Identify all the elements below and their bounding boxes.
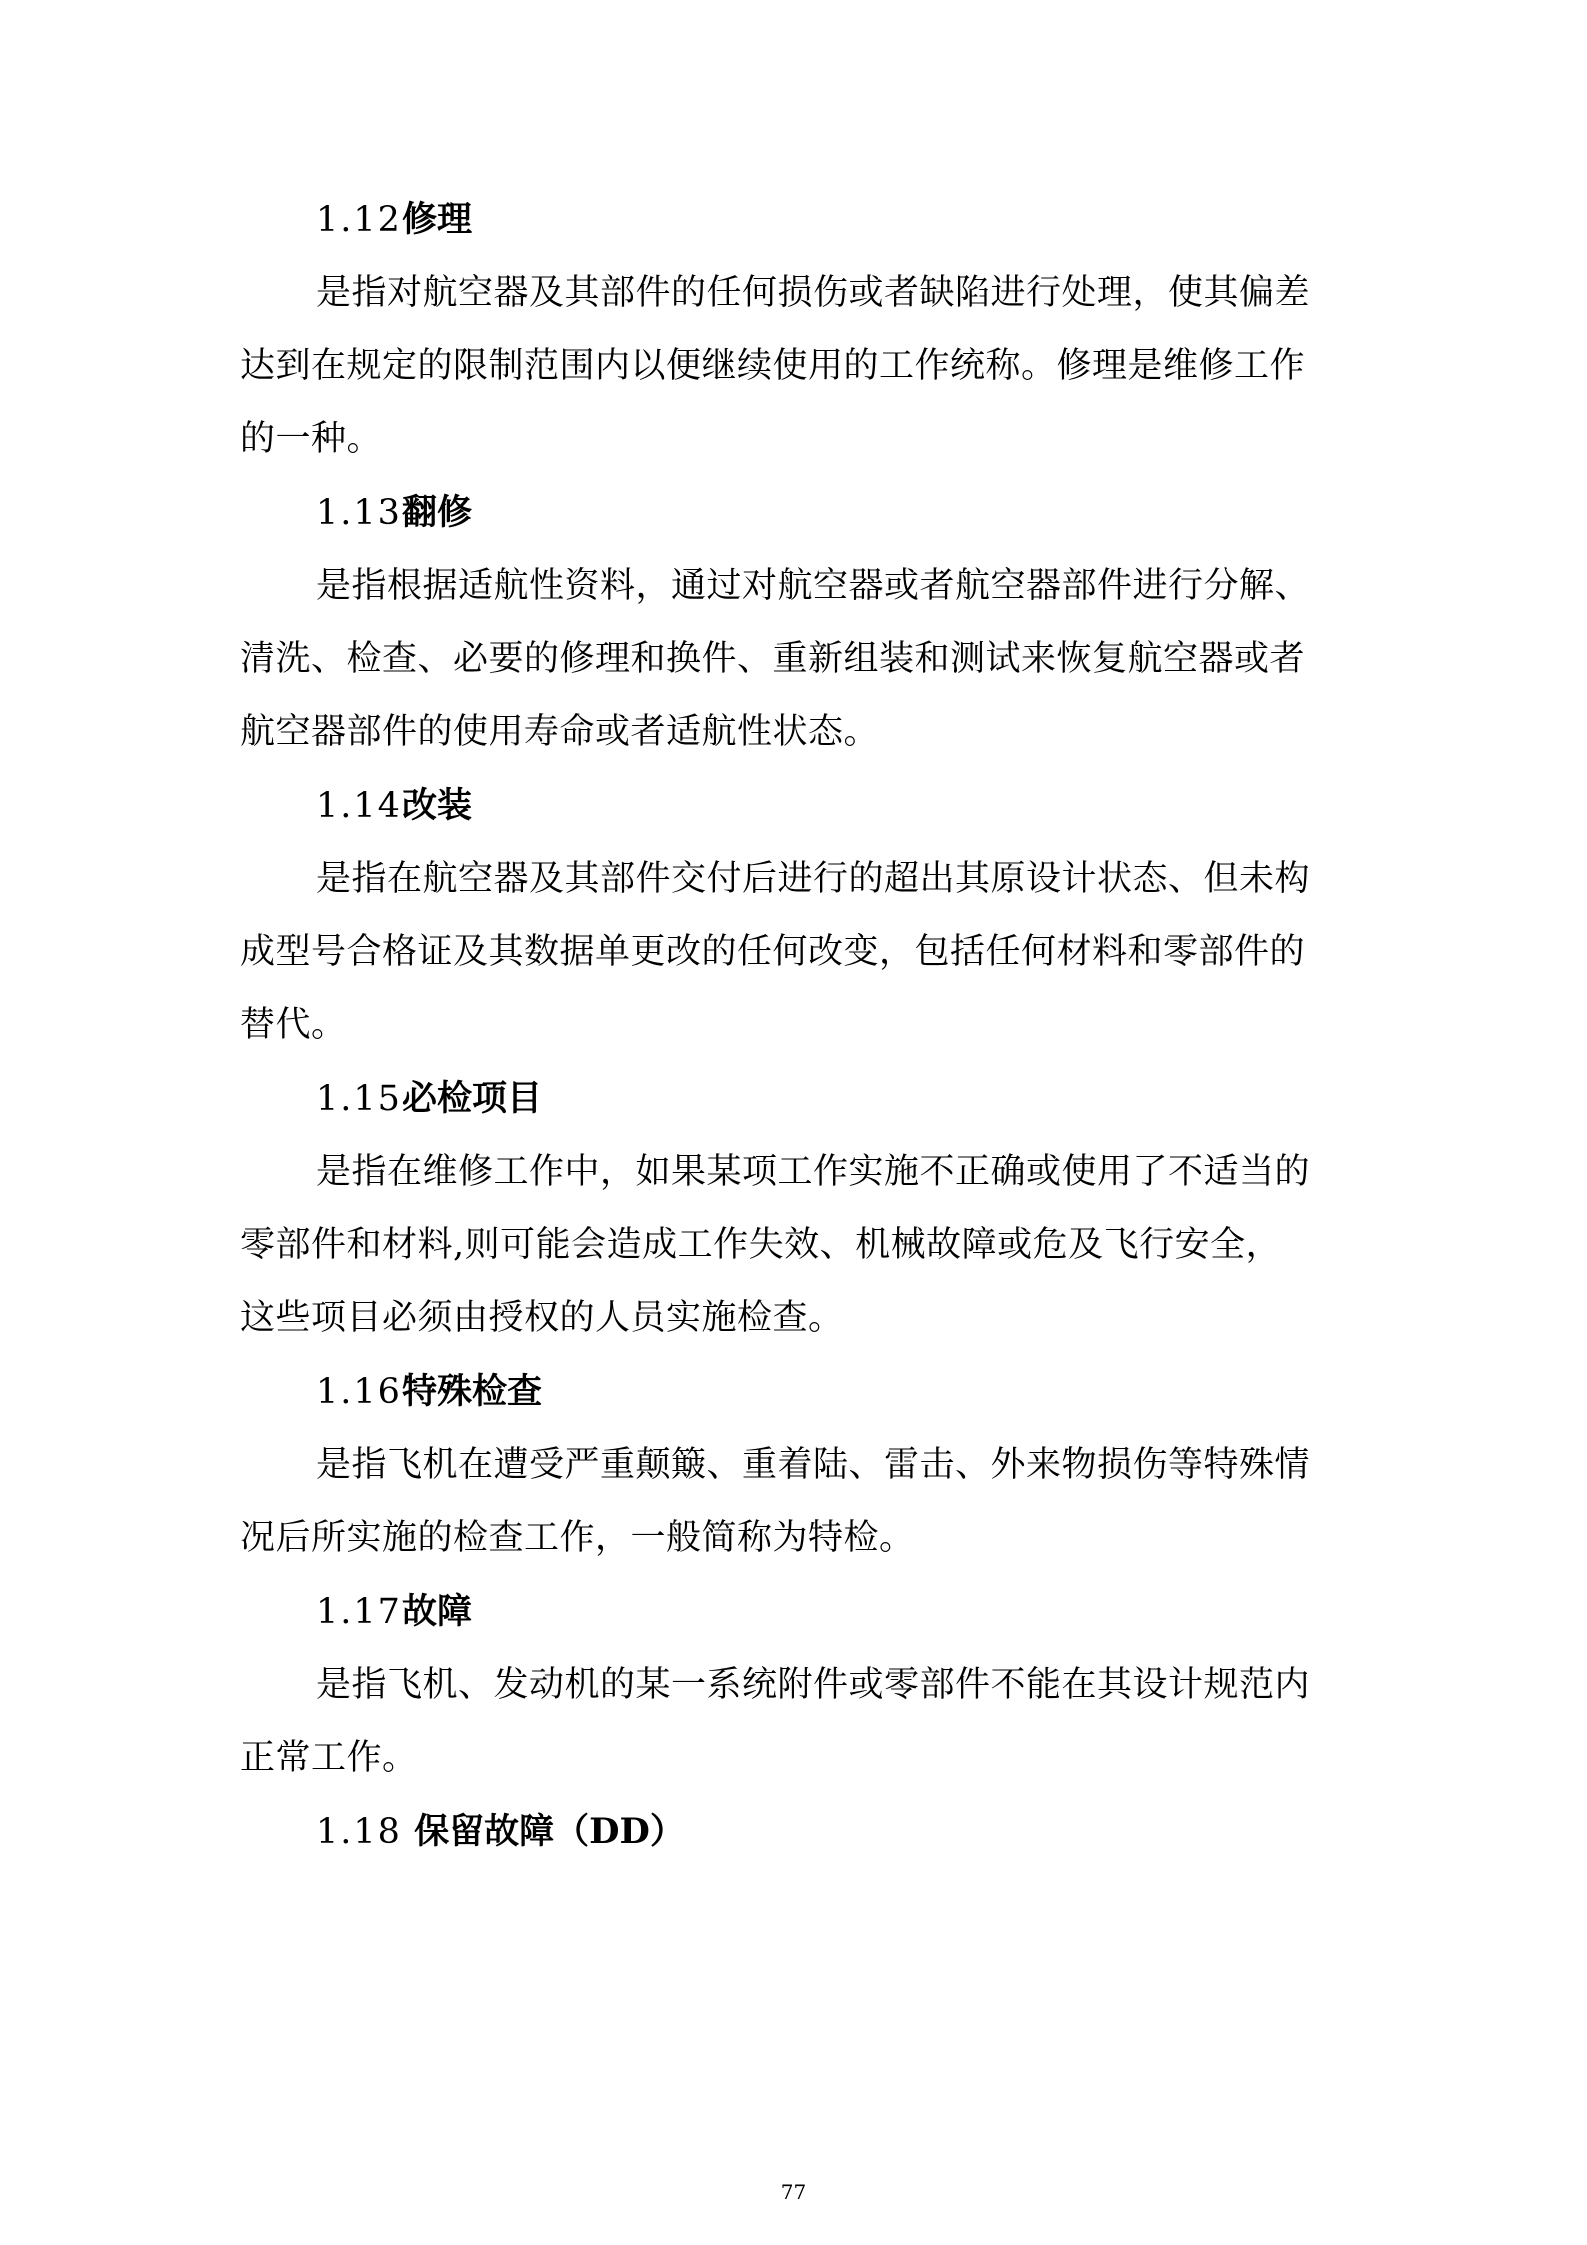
section-title: 改装 (401, 785, 472, 826)
body-line: 况后所实施的检查工作，一般简称为特检。 (240, 1518, 915, 1558)
page-content (240, 183, 1352, 1869)
body-line: 是指根据适航性资料，通过对航空器或者航空器部件进行分解、 (316, 566, 1311, 606)
section-heading (240, 476, 1352, 550)
section-number: 1.16 (316, 1372, 402, 1412)
page-number: 77 (780, 2180, 807, 2204)
section-1-17 (240, 1575, 1352, 1795)
section-1-15 (240, 1062, 1352, 1355)
section-number: 1.13 (316, 493, 402, 533)
section-body (240, 257, 1352, 476)
section-1-18 (240, 1795, 1352, 1869)
body-line: 是指对航空器及其部件的任何损伤或者缺陷进行处理，使其偏差 (316, 273, 1311, 313)
body-line: 成型号合格证及其数据单更改的任何改变，包括任何材料和零部件的 (240, 932, 1306, 972)
body-line: 清洗、检查、必要的修理和换件、重新组装和测试来恢复航空器或者 (240, 639, 1306, 679)
section-heading (240, 1575, 1352, 1649)
section-body (240, 843, 1352, 1062)
section-number: 1.14 (316, 786, 402, 826)
section-heading (240, 769, 1352, 843)
body-line: 的一种。 (240, 419, 383, 459)
section-title: 翻修 (401, 492, 472, 533)
section-heading (240, 1062, 1352, 1136)
section-number: 1.12 (316, 200, 402, 240)
body-line: 是指飞机在遭受严重颠簸、重着陆、雷击、外来物损伤等特殊情 (316, 1445, 1311, 1485)
body-line: 达到在规定的限制范围内以便继续使用的工作统称。修理是维修工作 (240, 346, 1306, 386)
section-body (240, 1429, 1352, 1575)
section-heading (240, 1795, 1352, 1869)
section-body (240, 550, 1352, 769)
section-1-12 (240, 183, 1352, 476)
section-1-14 (240, 769, 1352, 1062)
body-line: 这些项目必须由授权的人员实施检查。 (240, 1298, 844, 1338)
body-line: 零部件和材料,则可能会造成工作失效、机械故障或危及飞行安全， (240, 1225, 1282, 1265)
section-1-16 (240, 1355, 1352, 1575)
body-line: 是指在航空器及其部件交付后进行的超出其原设计状态、但未构 (316, 859, 1311, 899)
section-number: 1.18 (316, 1812, 402, 1852)
section-number: 1.17 (316, 1592, 402, 1632)
section-title: 必检项目 (401, 1078, 542, 1119)
body-line: 航空器部件的使用寿命或者适航性状态。 (240, 712, 880, 752)
section-number: 1.15 (316, 1079, 402, 1119)
section-title: 修理 (401, 199, 472, 240)
body-line: 替代。 (240, 1005, 347, 1045)
body-line: 正常工作。 (240, 1738, 418, 1778)
body-line: 是指在维修工作中，如果某项工作实施不正确或使用了不适当的 (316, 1152, 1311, 1192)
section-title: 特殊检查 (401, 1371, 542, 1412)
section-1-13 (240, 476, 1352, 769)
body-line: 是指飞机、发动机的某一系统附件或零部件不能在其设计规范内 (316, 1665, 1311, 1705)
section-body (240, 1649, 1352, 1795)
section-heading (240, 1355, 1352, 1429)
section-title: 故障 (401, 1591, 472, 1632)
section-body (240, 1136, 1352, 1355)
section-title: 保留故障（DD） (401, 1811, 685, 1852)
section-heading (240, 183, 1352, 257)
